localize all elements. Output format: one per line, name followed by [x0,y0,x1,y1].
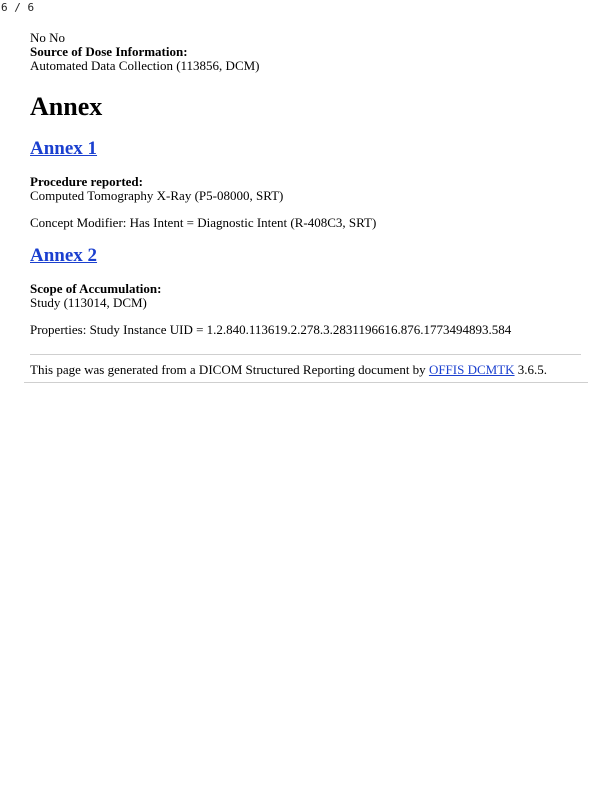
concept-modifier-text: Concept Modifier: Has Intent = Diagnostic Intent (R-408C3, SRT) [30,215,377,230]
report-content [30,31,590,337]
scope-of-accumulation-label: Scope of Accumulation: [30,281,162,296]
study-properties-text: Properties: Study Instance UID = 1.2.840.113619.2.278.3.2831196616.876.1773494893.584 [30,322,512,337]
footer-suffix: 3.6.5. [514,362,548,377]
footer-divider-top [30,354,581,355]
annex-heading: Annex [30,92,103,121]
page-counter: 6 / 6 [1,1,35,14]
scope-of-accumulation-value: Study (113014, DCM) [30,295,147,310]
offis-dcmtk-link[interactable]: OFFIS DCMTK [428,362,515,377]
procedure-reported-label: Procedure reported: [30,174,143,189]
procedure-reported-value: Computed Tomography X-Ray (P5-08000, SRT) [30,188,284,203]
source-of-dose-value: Automated Data Collection (113856, DCM) [30,58,260,73]
footer-divider-bottom [24,382,588,383]
footer-prefix: This page was generated from a DICOM Structured Reporting document by [30,362,429,377]
no-no-text: No No [30,30,66,45]
source-of-dose-label: Source of Dose Information: [30,44,188,59]
annex-2-link[interactable]: Annex 2 [30,245,98,266]
annex-1-link[interactable]: Annex 1 [30,138,98,159]
footer-text [30,363,590,377]
